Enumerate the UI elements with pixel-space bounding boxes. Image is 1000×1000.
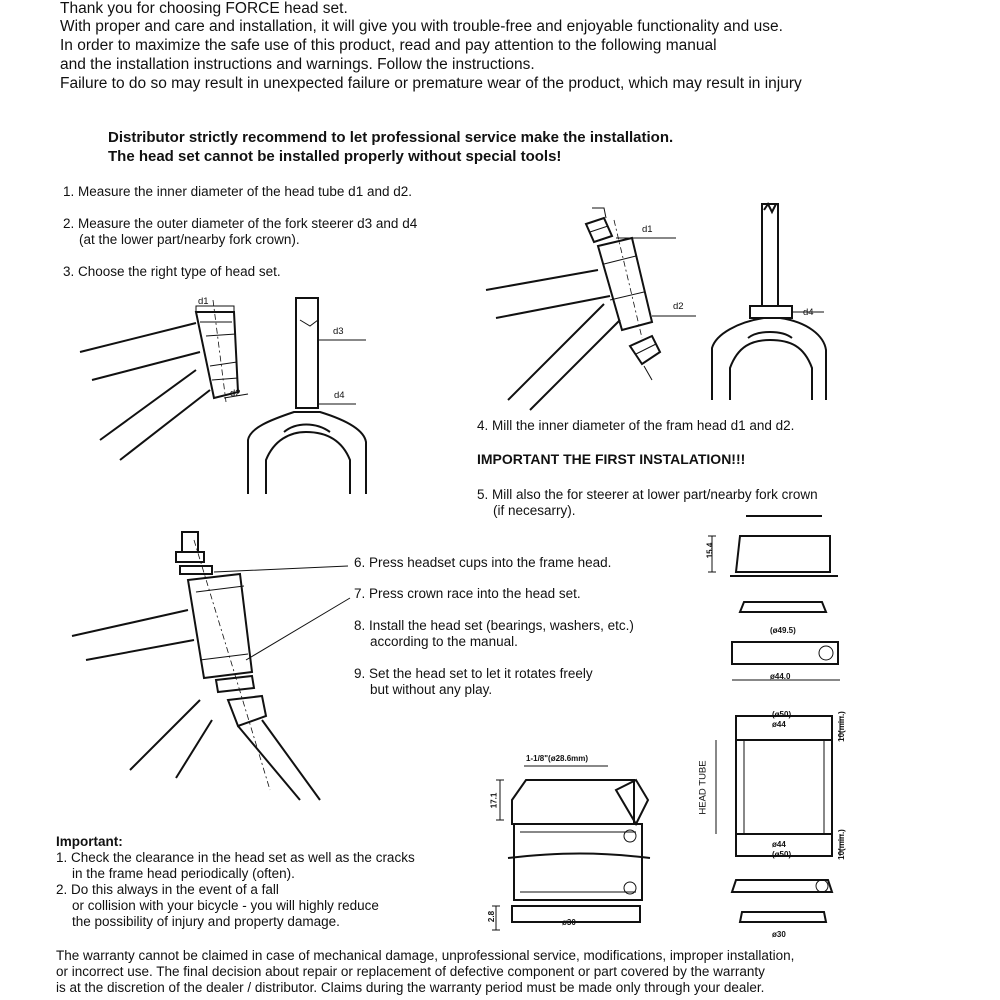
warranty-line: The warranty cannot be claimed in case of mechanical damage, unprofessional service, modifications, improper installation, [56,948,795,963]
frame-measure-drawing [80,300,248,460]
step-8-detail: according to the manual. [370,634,518,649]
label-d30: ø30 [562,918,576,927]
intro-line: With proper and care and installation, it will give you with trouble-free and enjoyable functionality and use. [60,18,783,35]
step-1: 1. Measure the inner diameter of the head tube d1 and d2. [63,184,412,199]
label-d4: d4 [334,390,345,401]
step-6: 6. Press headset cups into the frame head. [354,555,612,570]
step-2: 2. Measure the outer diameter of the fork steerer d3 and d4 [63,216,418,231]
headset-parts-exploded [708,516,840,922]
step-9-detail: but without any play. [370,682,493,697]
label-d2-mill: d2 [673,301,684,312]
step-7: 7. Press crown race into the head set. [354,586,581,601]
label-d44-bottom: ø44 [772,840,786,849]
important-title: Important: [56,834,123,849]
notice-line: Distributor strictly recommend to let professional service make the installation. [108,129,674,146]
important-line: or collision with your bicycle - you will highly reduce [72,898,379,913]
intro-line: Failure to do so may result in unexpected failure or premature wear of the product, which may result in injury [60,75,802,92]
assembly-drawing [72,532,350,800]
label-steerer-size: 1-1/8"(ø28.6mm) [526,754,589,763]
label-10min-bottom: 10(min.) [836,829,846,860]
fork-measure-drawing [248,298,366,494]
label-head-tube: HEAD TUBE [697,760,709,815]
label-d44-top: ø44 [772,720,786,729]
label-d50-top: (ø50) [772,710,792,719]
step-3: 3. Choose the right type of head set. [63,264,281,279]
label-height-154: 15.4 [705,542,715,559]
step-8: 8. Install the head set (bearings, washers, etc.) [354,618,634,633]
label-height-28: 2.8 [487,910,497,923]
warranty-line: or incorrect use. The final decision about repair or replacement of defective component or part covered by the warranty [56,964,765,979]
label-d2: d2 [230,388,241,399]
label-d30-bottom: ø30 [772,930,786,939]
fork-mill-drawing [712,204,826,400]
label-height-171: 17.1 [489,792,499,809]
important-first-installation: IMPORTANT THE FIRST INSTALATION!!! [477,451,746,467]
warranty-line: is at the discretion of the dealer / distributor. Claims during the warranty period must be made only through your dealer. [56,980,765,995]
label-d1: d1 [198,296,209,307]
label-d1-mill: d1 [642,224,653,235]
intro-line: In order to maximize the safe use of this product, read and pay attention to the following manual [60,37,717,54]
frame-mill-drawing [486,208,696,410]
important-line: 1. Check the clearance in the head set as well as the cracks [56,850,415,865]
label-d50-bottom: (ø50) [772,850,792,859]
important-line: in the frame head periodically (often). [72,866,295,881]
intro-line: Thank you for choosing FORCE head set. [60,0,348,17]
label-d4-mill: d4 [803,307,814,318]
important-line: the possibility of injury and property damage. [72,914,340,929]
label-d3: d3 [333,326,344,337]
label-d440: ø44.0 [770,672,791,681]
label-d495: (ø49.5) [770,626,796,635]
intro-line: and the installation instructions and warnings. Follow the instructions. [60,56,535,73]
label-10min-top: 10(min.) [836,711,846,742]
step-9: 9. Set the head set to let it rotates freely [354,666,593,681]
headset-cross-section [492,766,650,930]
notice-line: The head set cannot be installed properly without special tools! [108,148,562,165]
step-2-detail: (at the lower part/nearby fork crown). [79,232,300,247]
important-line: 2. Do this always in the event of a fall [56,882,279,897]
step-5-detail: (if necesarry). [493,503,576,518]
step-5: 5. Mill also the for steerer at lower part/nearby fork crown [477,487,818,502]
step-4: 4. Mill the inner diameter of the fram head d1 and d2. [477,418,795,433]
